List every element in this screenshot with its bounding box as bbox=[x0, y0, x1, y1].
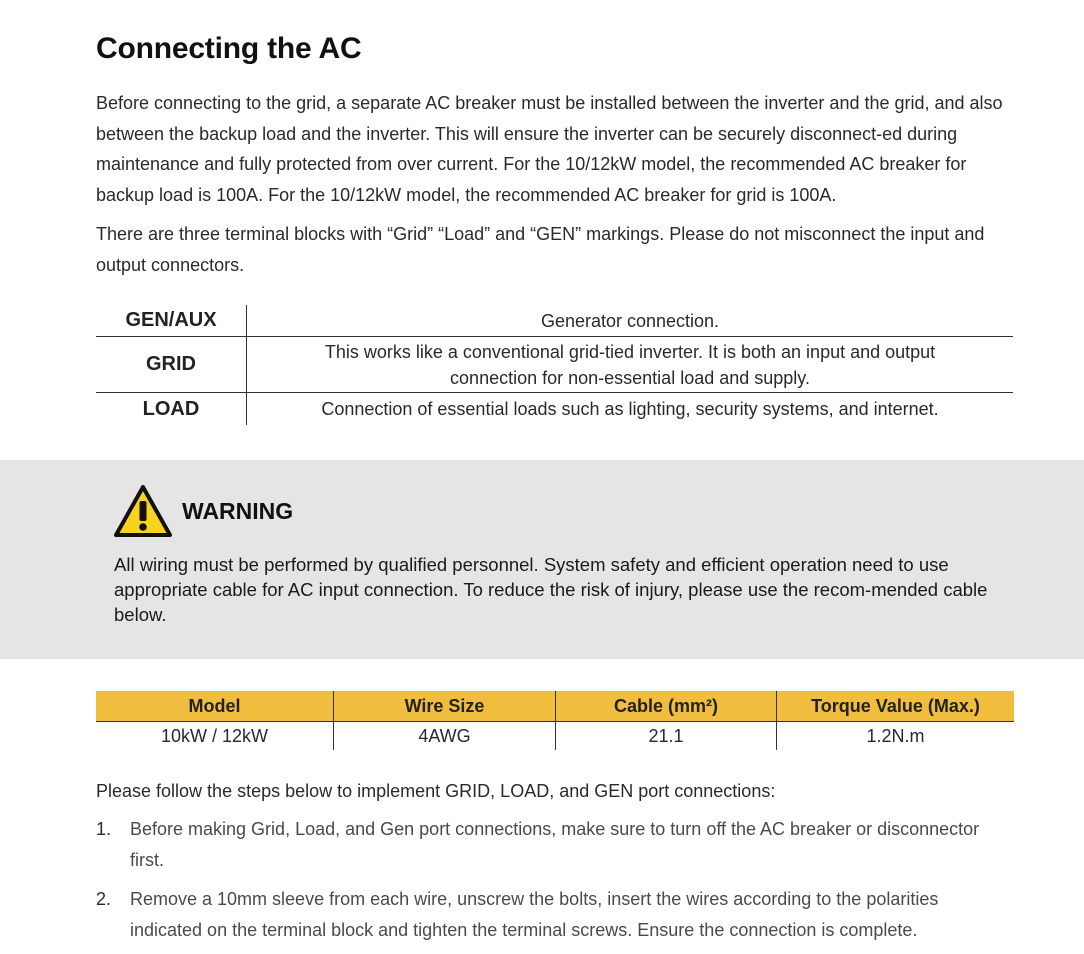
terminal-table bbox=[96, 305, 1013, 425]
step-text: Before making Grid, Load, and Gen port connections, make sure to turn off the AC breaker or disconnector first. bbox=[130, 819, 980, 870]
list-item bbox=[96, 814, 996, 875]
table-row bbox=[96, 393, 1013, 426]
table-row bbox=[96, 337, 1013, 393]
warning-title: WARNING bbox=[182, 498, 294, 524]
terminal-description: Generator connection. bbox=[247, 305, 1014, 337]
table-row bbox=[96, 722, 1014, 751]
column-header: Model bbox=[96, 691, 334, 722]
warning-text: All wiring must be performed by qualified personnel. System safety and efficient operation need to use appropriate cable for AC input connection. To reduce the risk of injury, please use the recom-mended cable below. bbox=[114, 554, 988, 625]
table-cell: 4AWG bbox=[334, 722, 556, 751]
table-cell: 10kW / 12kW bbox=[96, 722, 334, 751]
table-cell: 1.2N.m bbox=[866, 725, 925, 746]
terminal-blocks-paragraph: There are three terminal blocks with “Grid” “Load” and “GEN” markings. Please do not misconnect the input and output connectors. bbox=[96, 224, 985, 275]
step-number: 1. bbox=[96, 819, 112, 839]
step-text: Remove a 10mm sleeve from each wire, unscrew the bolts, insert the wires according to the polarities indicated on the terminal block and tighten the terminal screws. Ensure the connection is complete. bbox=[130, 889, 939, 940]
cable-table bbox=[96, 691, 1014, 750]
terminal-key: GEN/AUX bbox=[96, 305, 247, 337]
table-row bbox=[96, 305, 1013, 337]
terminal-description: This works like a conventional grid-tied inverter. It is both an input and output connection for non-essential load and supply. bbox=[247, 337, 1014, 393]
table-cell: 21.1 bbox=[556, 722, 777, 751]
terminal-key: GRID bbox=[96, 337, 247, 393]
page-title: Connecting the AC bbox=[96, 32, 362, 65]
step-number: 2. bbox=[96, 889, 112, 909]
column-header: Torque Value (Max.) bbox=[777, 691, 1015, 722]
steps-intro: Please follow the steps below to implement GRID, LOAD, and GEN port connections: bbox=[96, 781, 776, 801]
steps-list bbox=[96, 814, 996, 954]
terminal-description: Connection of essential loads such as lighting, security systems, and internet. bbox=[321, 399, 939, 419]
terminal-key: LOAD bbox=[96, 393, 247, 426]
column-header: Cable (mm²) bbox=[556, 691, 777, 722]
warning-triangle-icon bbox=[113, 484, 173, 538]
list-item bbox=[96, 884, 996, 945]
intro-paragraph: Before connecting to the grid, a separate AC breaker must be installed between the inverter and the grid, and also between the backup load and the inverter. This will ensure the inverter can be securely disconnect-ed during maintenance and fully protected from over current. For the 10/12kW model, the recommended AC breaker for backup load is 100A. For the 10/12kW model, the recommended AC breaker for grid is 100A. bbox=[96, 93, 1003, 205]
table-header-row bbox=[96, 691, 1014, 722]
column-header: Wire Size bbox=[334, 691, 556, 722]
